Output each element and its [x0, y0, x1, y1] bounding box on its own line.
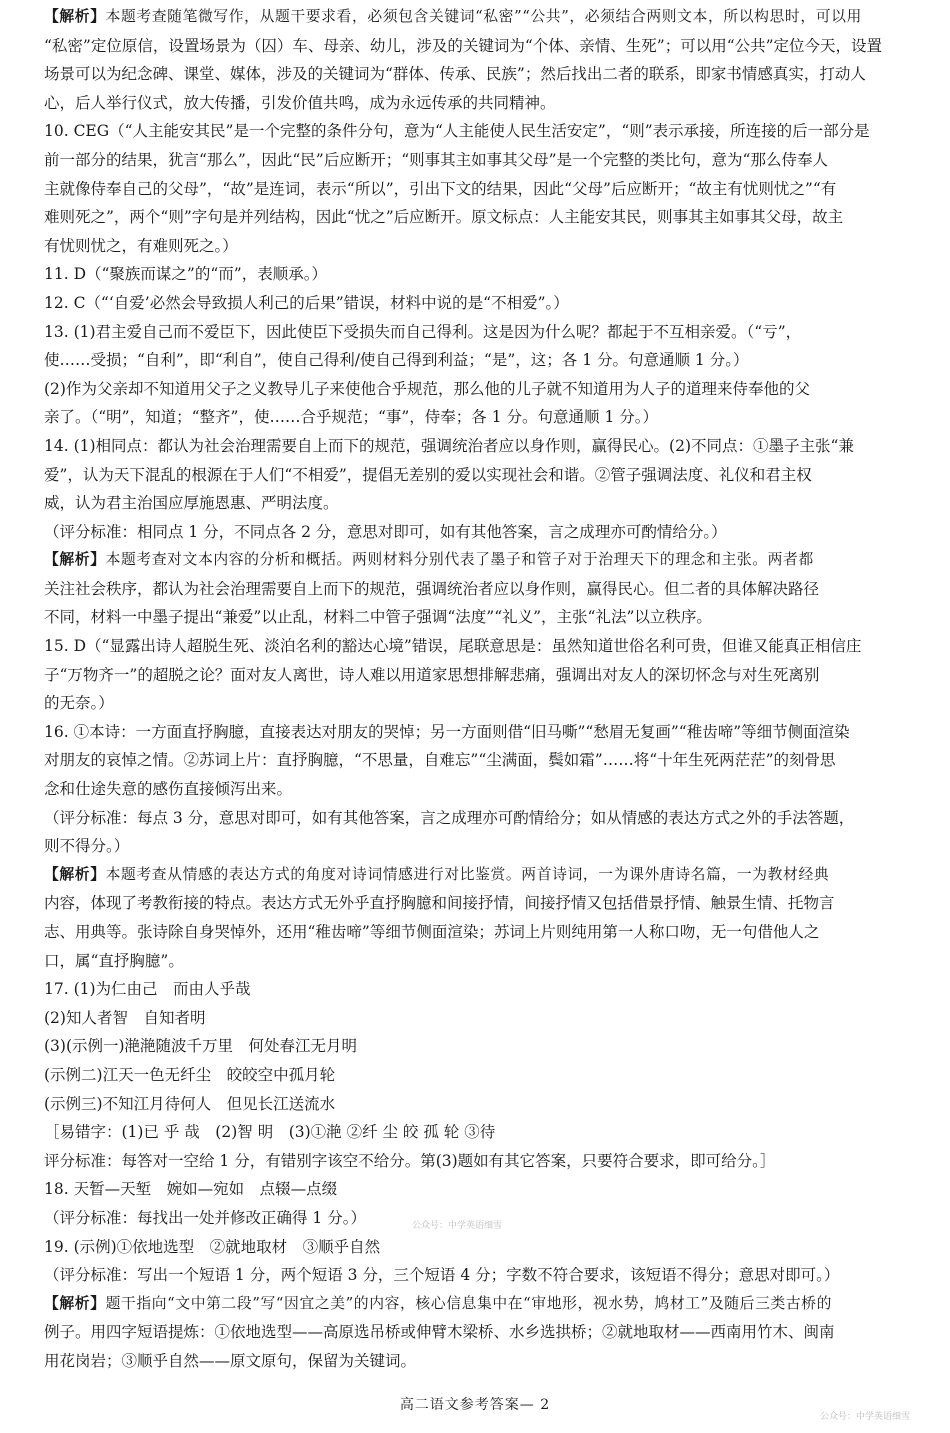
line-text: 难则死之”，两个“则”字句是并列结构，因此“忧之”后应断开。原文标点：人主能安其民，则事其主如事其父母，故主	[44, 208, 844, 227]
text-line	[44, 918, 932, 947]
line-text: (示例三)不知江月待何人 但见长江送流水	[44, 1094, 336, 1113]
text-line	[44, 603, 932, 632]
text-line	[44, 203, 932, 232]
text-line	[44, 575, 932, 604]
text-line	[44, 546, 932, 575]
text-line	[44, 403, 932, 432]
line-text: “私密”定位原信，设置场景为（囚）车、母亲、幼儿，涉及的关键词为“个体、亲情、生死”；可以用“公共”定位今天，设置	[44, 36, 883, 55]
text-line	[44, 661, 932, 690]
line-text: (2)知人者智 自知者明	[44, 1008, 206, 1027]
text-line	[44, 489, 932, 518]
text-line	[44, 1090, 932, 1119]
text-line	[44, 3, 932, 32]
line-text: 念和仕途失意的感伤直接倾泻出来。	[44, 780, 293, 799]
text-line	[44, 975, 932, 1004]
answer-block-q12	[44, 289, 932, 318]
line-text: 内容，体现了考教衔接的特点。表达方式无外乎直抒胸臆和间接抒情，间接抒情又包括借景抒情、触景生情、托物言	[44, 894, 835, 913]
line-text: 本题考查对文本内容的分析和概括。两则材料分别代表了墨子和管子对于治理天下的理念和主张。两者都	[105, 551, 814, 569]
line-text: 威，认为君主治国应厚施恩惠、严明法度。	[44, 494, 339, 513]
line-text: (示例二)江天一色无纤尘 皎皎空中孤月轮	[44, 1065, 336, 1084]
watermark-text: 公众号：中学英语细雪	[820, 1412, 911, 1422]
text-line	[44, 289, 932, 318]
analysis-tag: 【解析】	[44, 1294, 106, 1312]
line-text: 16. ①本诗：一方面直抒胸臆，直接表达对朋友的哭悼；另一方面则借“旧马嘶”“愁眉无复画”“稚齿啼”等细节侧面渲染	[44, 722, 850, 741]
line-text: 爱”，认为天下混乱的根源在于人们“不相爱”，提倡无差别的爱以实现社会和谐。②管子强调法度、礼仪和君主权	[44, 465, 812, 484]
line-text: 15. D（“显露出诗人超脱生死、淡泊名利的豁达心境”错误，尾联意思是：虽然知道世俗名利可贵，但谁又能真正相信庄	[44, 637, 862, 656]
analysis-tag: 【解析】	[44, 551, 106, 569]
line-text: ［易错字：(1)已 乎 哉 (2)智 明 (3)①滟 ②纤 尘 皎 孤 轮 ③待	[44, 1123, 496, 1142]
line-text: 子“万物齐一”的超脱之论？面对友人离世，诗人难以用道家思想排解悲痛，强调出对友人的深切怀念与对生死离别	[44, 665, 820, 684]
line-text: （评分标准：每找出一处并修改正确得 1 分。）	[44, 1208, 366, 1227]
text-line	[44, 689, 932, 718]
text-line	[44, 432, 932, 461]
text-line	[44, 1032, 932, 1061]
line-text: 心，后人举行仪式，放大传播，引发价值共鸣，成为永远传承的共同精神。	[44, 93, 556, 112]
line-text: (2)作为父亲却不知道用父子之义教导儿子来使他合乎规范，那么他的儿子就不知道用为人子的道理来侍奉他的父	[44, 379, 810, 398]
line-text: 口，属“直抒胸臆”。	[44, 951, 184, 970]
line-text: 亲了。（“明”，知道；“整齐”，使……合乎规范；“事”，侍奉；各 1 分。句意通顺 1 分。）	[44, 408, 658, 427]
line-text: 前一部分的结果，犹言“那么”，因此“民”后应断开；“则事其主如事其父母”是一个完整的类比句，意为“那么侍奉人	[44, 150, 828, 169]
line-text: 19. (示例)①依地选型 ②就地取材 ③顺乎自然	[44, 1237, 381, 1256]
line-text: 18. 天暂—天堑 婉如—宛如 点辍—点缀	[44, 1180, 338, 1199]
line-text: 13. (1)君主爱自己而不爱臣下，因此使臣下受损失而自己得利。这是因为什么呢？都起于不互相亲爱。（“亏”，	[44, 322, 802, 341]
line-text: 14. (1)相同点：都认为社会治理需要自上而下的规范，强调统治者应以身作则，赢得民心。(2)不同点：①墨子主张“兼	[44, 436, 854, 455]
line-text: 使……受损；“自利”，即“利自”，使自己得利/使自己得到利益；“是”，这；各 1 分。句意通顺 1 分。）	[44, 351, 749, 370]
page-footer: 高二语文参考答案— 2	[399, 1397, 551, 1413]
answer-block-q11	[44, 260, 932, 289]
text-line	[44, 1118, 932, 1147]
answer-content	[44, 3, 932, 1376]
text-line	[44, 832, 932, 861]
text-line	[44, 1318, 932, 1347]
text-line	[44, 232, 932, 261]
text-line	[44, 318, 932, 347]
answer-block-q14	[44, 432, 932, 632]
text-line	[44, 775, 932, 804]
text-line	[44, 1347, 932, 1376]
answer-block-q13	[44, 318, 932, 432]
text-line	[44, 60, 932, 89]
line-text: 不同，材料一中墨子提出“兼爱”以止乱，材料二中管子强调“法度”“礼义”，主张“礼法”以立秩序。	[44, 608, 712, 627]
text-line	[44, 1290, 932, 1319]
text-line	[44, 461, 932, 490]
text-line	[44, 947, 932, 976]
answer-block-q10	[44, 117, 932, 260]
answer-block-q19	[44, 1233, 932, 1376]
text-line	[44, 718, 932, 747]
line-text: 的无奈。）	[44, 694, 114, 713]
line-text: 对朋友的哀悼之情。②苏词上片：直抒胸臆，“不思量，自难忘”“尘满面，鬓如霜”……将“十年生死两茫茫”的刻骨思	[44, 751, 836, 770]
line-text: 17. (1)为仁由己 而由人乎哉	[44, 980, 251, 999]
answer-block-q17	[44, 975, 932, 1175]
line-text: 用花岗岩；③顺乎自然——原文原句，保留为关键词。	[44, 1351, 417, 1370]
text-line	[44, 346, 932, 375]
text-line	[44, 375, 932, 404]
watermark-text: 公众号：中学英语细雪	[412, 1221, 503, 1231]
line-text: 11. D（“聚族而谋之”的“而”，表顺承。）	[44, 265, 327, 284]
answer-block-q15	[44, 632, 932, 718]
text-line	[44, 32, 932, 61]
text-line	[44, 746, 932, 775]
text-line	[44, 117, 932, 146]
line-text: 志、用典等。张诗除自身哭悼外，还用“稚齿啼”等细节侧面渲染；苏词上片则纯用第一人称口吻，无一句借他人之	[44, 923, 820, 941]
text-line	[44, 89, 932, 118]
text-line	[44, 1147, 932, 1176]
line-text: (3)(示例一)滟滟随波千万里 何处春江无月明	[44, 1037, 358, 1056]
text-line	[44, 260, 932, 289]
text-line	[44, 518, 932, 547]
text-line	[44, 146, 932, 175]
answer-block-q16	[44, 718, 932, 975]
text-line	[44, 1004, 932, 1033]
line-text: 例子。用四字短语提炼：①依地选型——高原选吊桥或伸臂木梁桥、水乡选拱桥；②就地取材——西南用竹木、闽南	[44, 1323, 835, 1342]
line-text: 本题考查从情感的表达方式的角度对诗词情感进行对比鉴赏。两首诗词，一为课外唐诗名篇，一为教材经典	[105, 865, 830, 883]
line-text: 主就像侍奉自己的父母”，“故”是连词，表示“所以”，引出下文的结果，因此“父母”后应断开；“故主有忧则忧之”“有	[44, 179, 837, 198]
answer-block-a9	[44, 3, 932, 117]
text-line	[44, 861, 932, 890]
text-line	[44, 889, 932, 918]
line-text: 题干指向“文中第二段”写“因宜之美”的内容，核心信息集中在“审地形，视水势，鸠材工”及随后三类古桥的	[105, 1294, 833, 1312]
line-text: 则不得分。）	[44, 837, 130, 856]
line-text: 12. C（“‘自爱’必然会导致损人利己的后果”错误，材料中说的是“不相爱”。）	[44, 293, 569, 312]
line-text: 10. CEG（“人主能安其民”是一个完整的条件分句，意为“人主能使人民生活安定”，“则”表示承接，所连接的后一部分是	[44, 122, 870, 141]
text-line	[44, 1233, 932, 1262]
line-text: 本题考查随笔微写作，从题干要求看，必须包含关键词“私密”“公共”，必须结合两则文本，所以构思时，可以用	[105, 8, 862, 25]
line-text: （评分标准：每点 3 分，意思对即可，如有其他答案，言之成理亦可酌情给分；如从情感的表达方式之外的手法答题，	[44, 808, 855, 827]
line-text: 场景可以为纪念碑、课堂、媒体，涉及的关键词为“群体、传承、民族”；然后找出二者的联系，即家书情感真实，打动人	[44, 65, 866, 84]
text-line	[44, 632, 932, 661]
analysis-tag: 【解析】	[44, 865, 106, 883]
line-text: 有忧则忧之，有难则死之。）	[44, 236, 238, 255]
analysis-tag: 【解析】	[44, 8, 106, 25]
text-line	[44, 175, 932, 204]
line-text: （评分标准：相同点 1 分，不同点各 2 分，意思对即可，如有其他答案，言之成理亦可酌情给分。）	[44, 522, 727, 541]
text-line	[44, 1261, 932, 1290]
line-text: （评分标准：写出一个短语 1 分，两个短语 3 分，三个短语 4 分；字数不符合要求，该短语不得分；意思对即可。）	[44, 1266, 840, 1285]
text-line	[44, 804, 932, 833]
line-text: 评分标准：每答对一空给 1 分，有错别字该空不给分。第(3)题如有其它答案，只要符合要求，即可给分。］	[44, 1151, 776, 1170]
line-text: 关注社会秩序，都认为社会治理需要自上而下的规范，强调统治者应以身作则，赢得民心。但二者的具体解决路径	[44, 579, 820, 598]
text-line	[44, 1175, 932, 1204]
text-line	[44, 1061, 932, 1090]
